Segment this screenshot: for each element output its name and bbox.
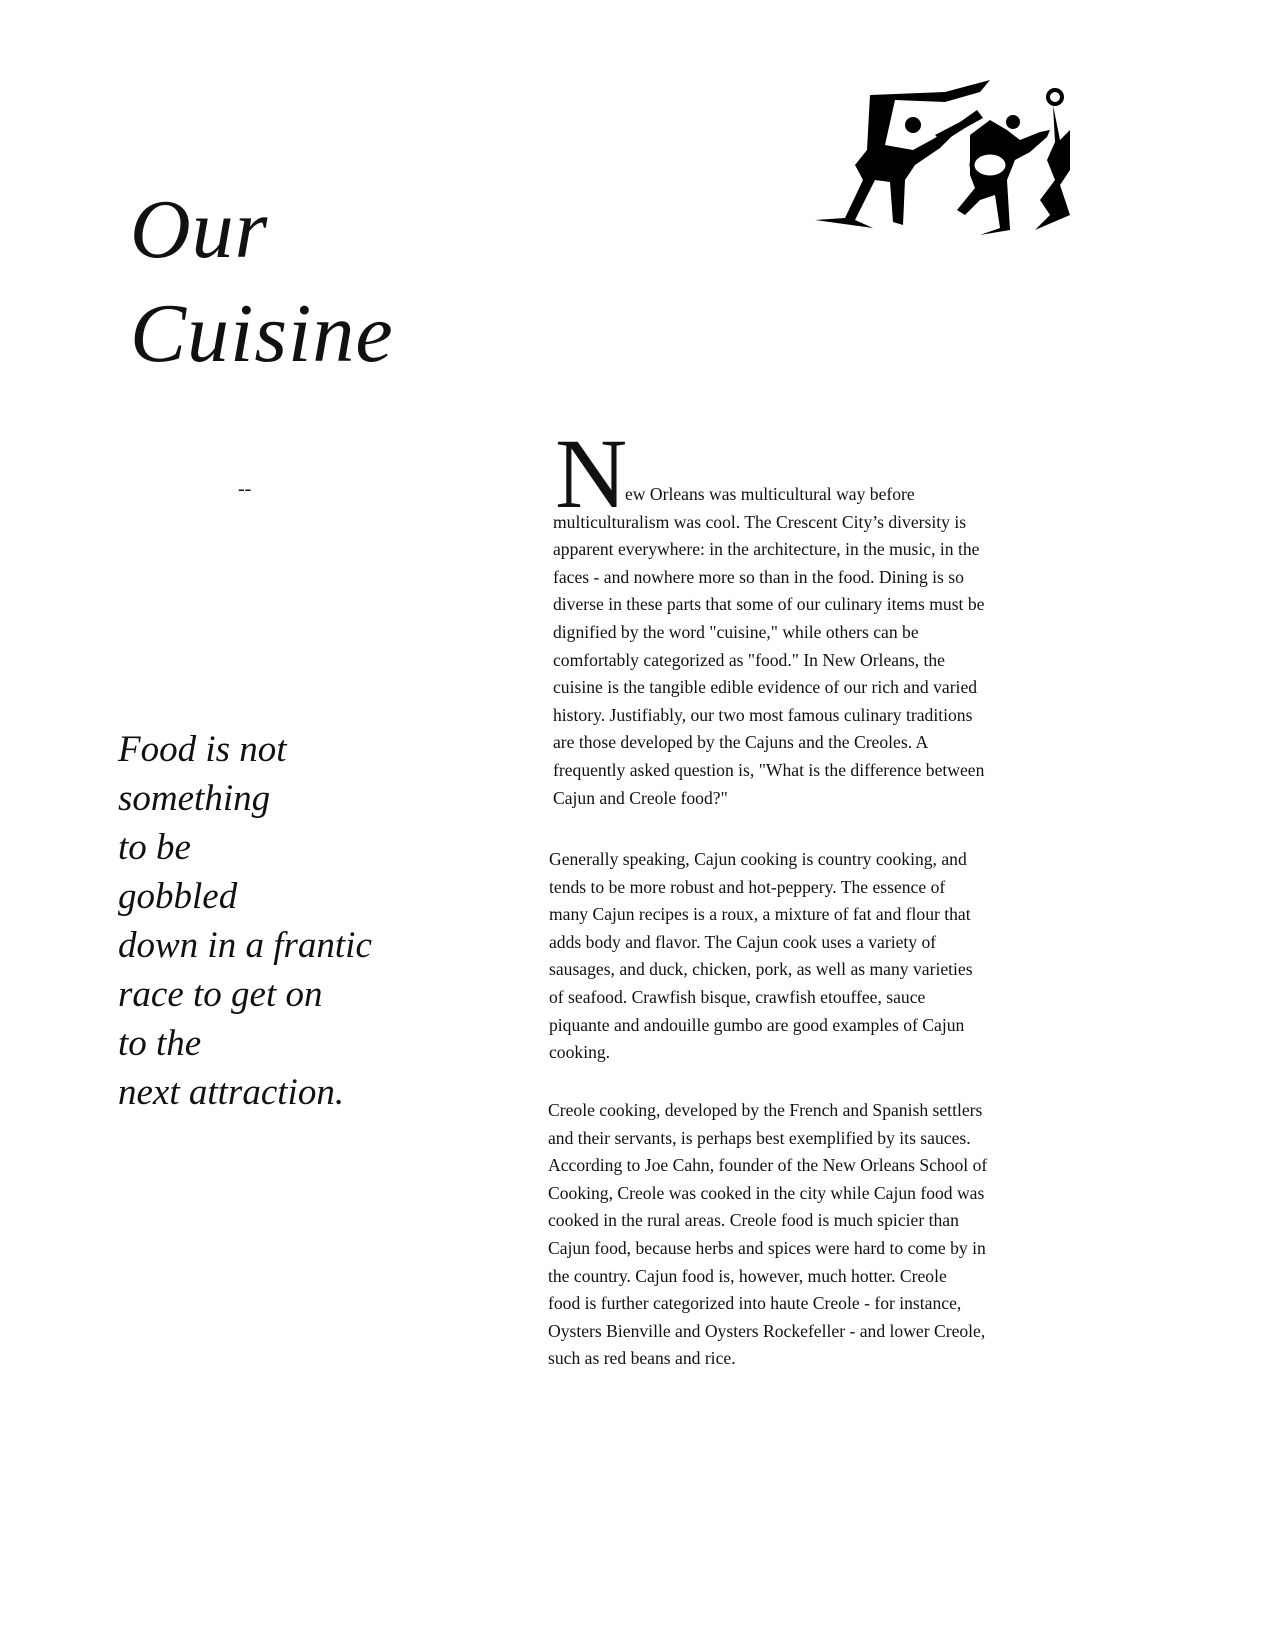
drop-cap: N bbox=[555, 418, 628, 529]
quote-line: to be bbox=[118, 827, 191, 868]
text-line: faces - and nowhere more so than in the food. Dining is so bbox=[553, 566, 964, 587]
text-line: Generally speaking, Cajun cooking is country cooking, and bbox=[549, 849, 967, 869]
text-line: Oysters Bienville and Oysters Rockefeller - and lower Creole, bbox=[548, 1320, 986, 1341]
text-line: sausages, and duck, chicken, pork, as well as many varieties bbox=[549, 959, 973, 980]
text-line: many Cajun recipes is a roux, a mixture of fat and flour that bbox=[549, 904, 971, 925]
text-line: history. Justifiably, our two most famous culinary traditions bbox=[553, 704, 973, 725]
text-line: and their servants, is perhaps best exemplified by its sauces. bbox=[548, 1127, 971, 1148]
text-line: apparent everywhere: in the architecture, in the music, in the bbox=[553, 539, 980, 560]
quote-line: down in a frantic bbox=[118, 925, 372, 966]
paragraph-2 bbox=[549, 846, 973, 1067]
dash-mark: -- bbox=[238, 478, 252, 500]
text-line: food is further categorized into haute Creole - for instance, bbox=[548, 1293, 962, 1314]
text-line: dignified by the word "cuisine," while others can be bbox=[553, 621, 919, 642]
text-line: cooked in the rural areas. Creole food is much spicier than bbox=[548, 1210, 959, 1231]
title-line-1: Our bbox=[130, 183, 269, 276]
quote-line: Food is not bbox=[118, 729, 287, 770]
text-line: cuisine is the tangible edible evidence of our rich and varied bbox=[553, 677, 978, 698]
text-line: According to Joe Cahn, founder of the New Orleans School of bbox=[548, 1155, 988, 1176]
text-line: are those developed by the Cajuns and the Creoles. A bbox=[553, 732, 929, 753]
text-line: Creole cooking, developed by the French and Spanish settlers bbox=[548, 1100, 983, 1120]
text-line: piquante and andouille gumbo are good examples of Cajun bbox=[549, 1014, 965, 1035]
quote-line: next attraction. bbox=[118, 1072, 345, 1113]
jazz-band-illustration-icon bbox=[785, 70, 1070, 235]
text-line: cooking. bbox=[549, 1042, 611, 1063]
text-line: comfortably categorized as "food." In New Orleans, the bbox=[553, 649, 945, 670]
text-line: of seafood. Crawfish bisque, crawfish etouffee, sauce bbox=[549, 986, 926, 1007]
quote-line: gobbled bbox=[118, 876, 238, 917]
text-line: Cajun and Creole food?" bbox=[553, 787, 728, 808]
text-line: Cajun food, because herbs and spices were hard to come by in bbox=[548, 1237, 986, 1258]
text-line: diverse in these parts that some of our culinary items must be bbox=[553, 594, 985, 615]
text-line: multiculturalism was cool. The Crescent City’s diversity is bbox=[553, 511, 967, 532]
text-line: the country. Cajun food is, however, much hotter. Creole bbox=[548, 1265, 947, 1286]
text-line: ew Orleans was multicultural way before bbox=[625, 484, 915, 504]
text-line: such as red beans and rice. bbox=[548, 1348, 736, 1369]
text-line: Cooking, Creole was cooked in the city while Cajun food was bbox=[548, 1182, 985, 1203]
text-line: adds body and flavor. The Cajun cook uses a variety of bbox=[549, 931, 937, 952]
title-line-2: Cuisine bbox=[130, 287, 394, 380]
pull-quote bbox=[118, 725, 372, 1117]
paragraph-1 bbox=[553, 481, 984, 812]
text-line: tends to be more robust and hot-peppery. The essence of bbox=[549, 876, 946, 897]
quote-line: race to get on bbox=[118, 974, 323, 1015]
paragraph-3 bbox=[548, 1097, 987, 1373]
quote-line: to the bbox=[118, 1023, 202, 1064]
quote-line: something bbox=[118, 778, 271, 819]
text-line: frequently asked question is, "What is the difference between bbox=[553, 759, 985, 780]
